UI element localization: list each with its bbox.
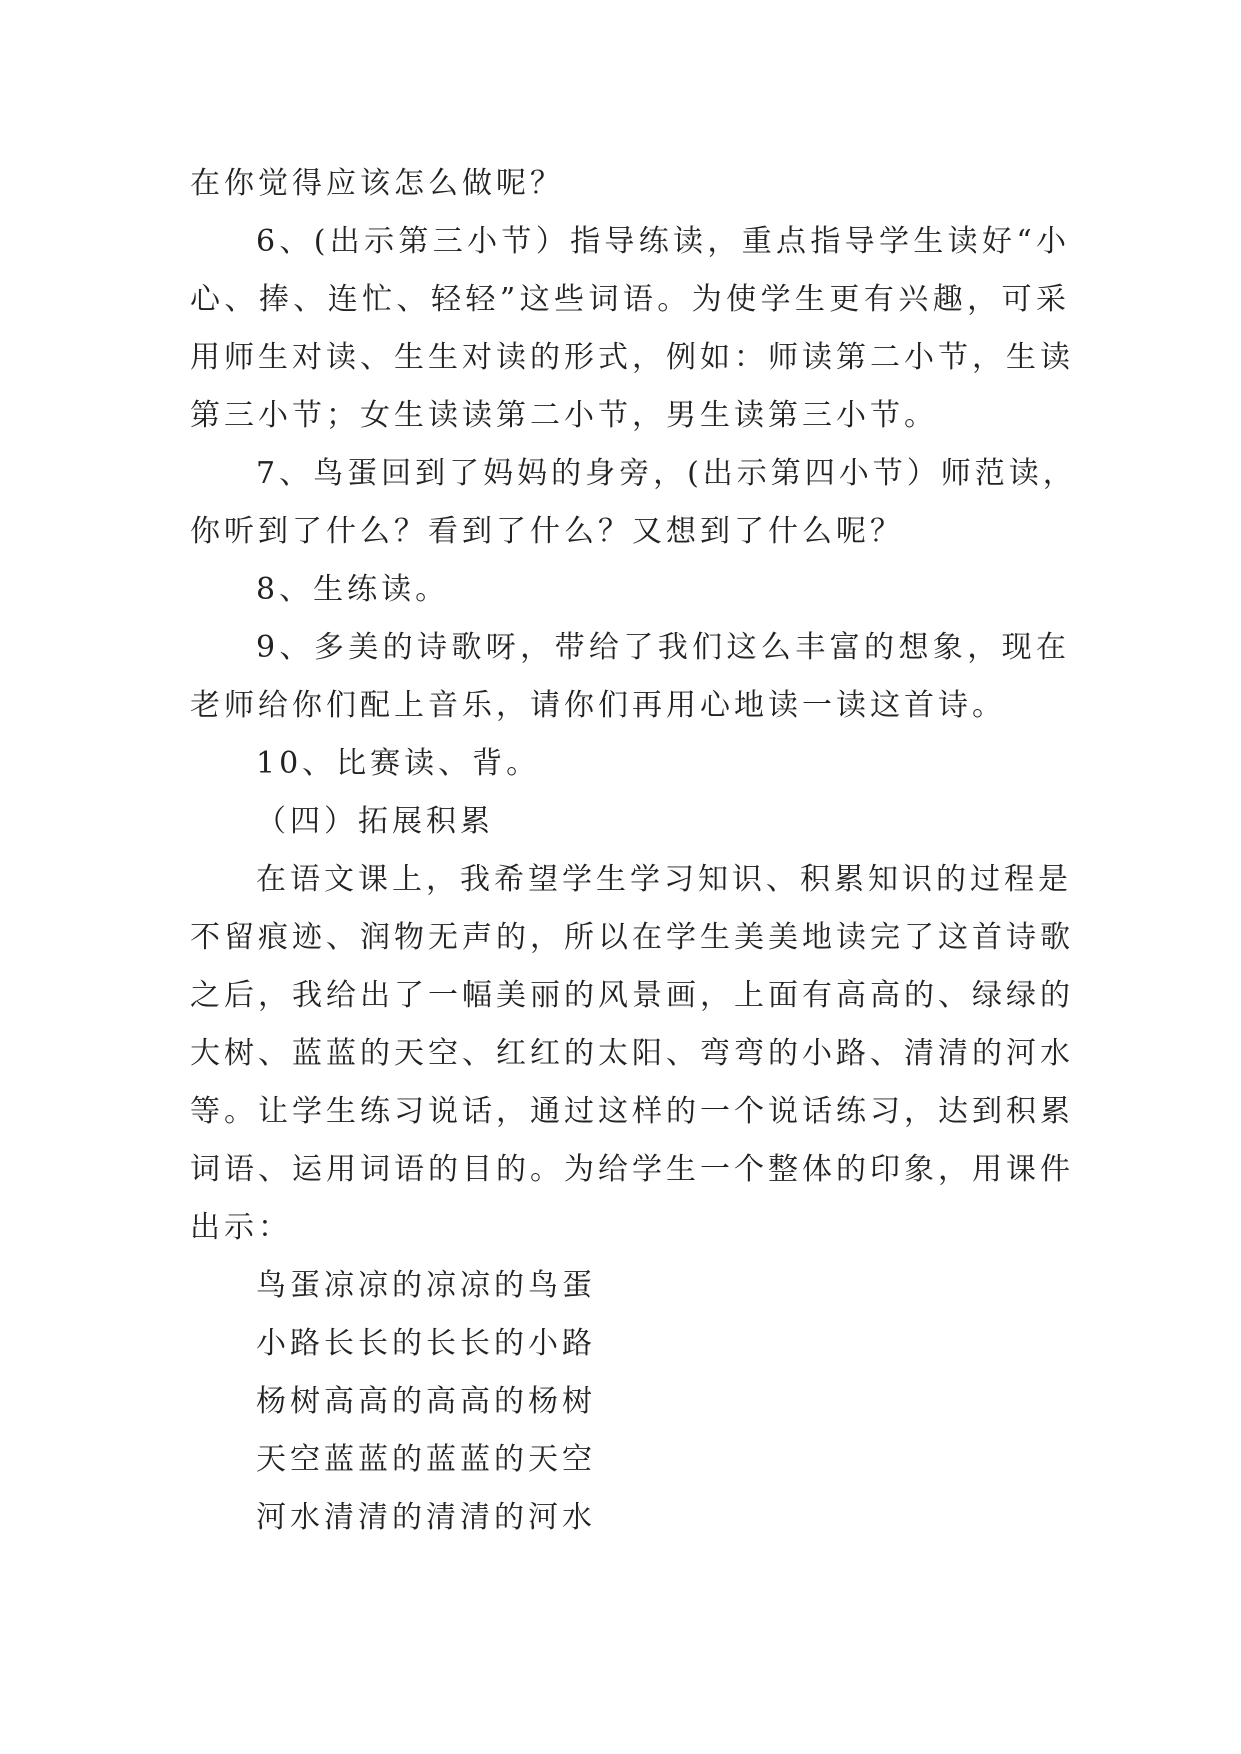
text-line: 第三小节；女生读读第二小节，男生读第三小节。 [190,398,938,433]
text-line: 在你觉得应该怎么做呢？ [190,166,564,201]
poem-line: 小路长长的长长的小路 [256,1326,596,1361]
text-line: 心、捧、连忙、轻轻”这些词语。为使学生更有兴趣，可采 [190,282,1070,317]
poem-line: 河水清清的清清的河水 [256,1500,596,1535]
text-line: 9、多美的诗歌呀，带给了我们这么丰富的想象，现在 [256,630,1070,665]
text-line: 词语、运用词语的目的。为给学生一个整体的印象，用课件 [190,1152,1074,1187]
text-line: 用师生对读、生生对读的形式，例如：师读第二小节，生读 [190,340,1074,375]
poem-line: 天空蓝蓝的蓝蓝的天空 [256,1442,596,1477]
text-line: 你听到了什么？看到了什么？又想到了什么呢？ [190,514,904,549]
text-line: 不留痕迹、润物无声的，所以在学生美美地读完了这首诗歌 [190,920,1074,955]
document-body [190,155,1077,1547]
text-line: 老师给你们配上音乐，请你们再用心地读一读这首诗。 [190,688,1006,723]
text-line: 8、生练读。 [256,572,450,607]
section-heading: （四）拓展积累 [256,804,494,839]
poem-line: 杨树高高的高高的杨树 [256,1384,596,1419]
text-line: 之后，我给出了一幅美丽的风景画，上面有高高的、绿绿的 [190,978,1074,1013]
text-line: 在语文课上，我希望学生学习知识、积累知识的过程是 [256,862,1072,897]
text-line: 6、(出示第三小节）指导练读，重点指导学生读好“小 [256,224,1070,259]
text-line: 大树、蓝蓝的天空、红红的太阳、弯弯的小路、清清的河水 [190,1036,1074,1071]
text-line: 10、比赛读、背。 [256,746,541,781]
text-line: 7、鸟蛋回到了妈妈的身旁，(出示第四小节）师范读， [256,456,1077,491]
text-line: 等。让学生练习说话，通过这样的一个说话练习，达到积累 [190,1094,1074,1129]
poem-line: 鸟蛋凉凉的凉凉的鸟蛋 [256,1268,596,1303]
text-line: 出示： [190,1210,292,1245]
